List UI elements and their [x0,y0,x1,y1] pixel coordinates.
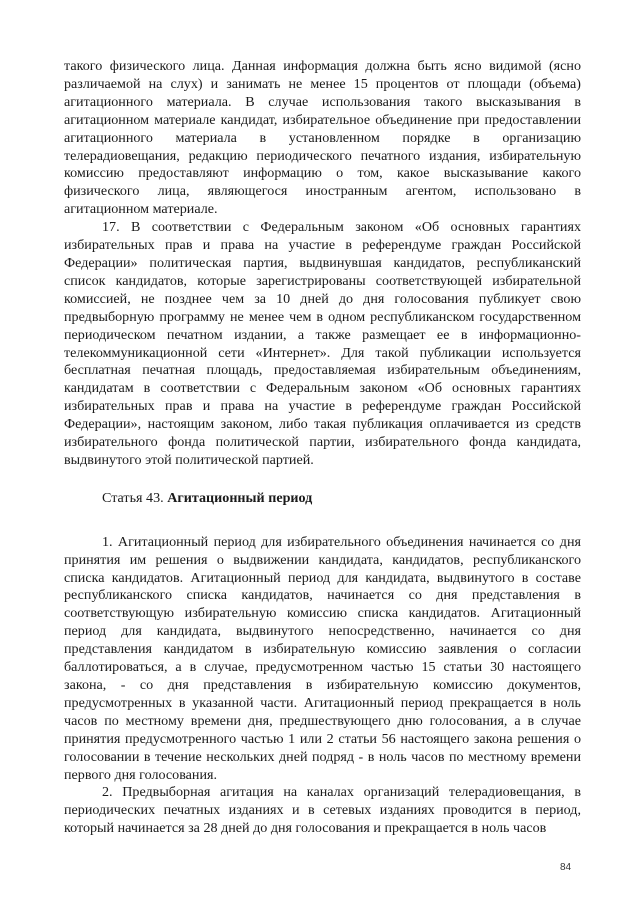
article-label: Статья 43. [102,489,164,506]
paragraph-17-program-publication: 17. В соответствии с Федеральным законом «Об основных гарантиях избирательных прав и права на участие в референдуме граждан Российской Федерации» политическая партия, выдвинувшая кандидатов, республиканский список кандидатов, которые зарегистрированы соответствующей избирательной комиссией, не позднее чем за 10 дней до дня голосования публикует свою предвыборную программу не менее чем в одном республиканском государственном периодическом печатном издании, а также размещает ее в информационно-телекоммуникационной сети «Интернет». Для такой публикации используется бесплатная печатная площадь, предоставляемая избирательным объединениям, кандидатам в соответствии с Федеральным законом «Об основных гарантиях избирательных прав и права на участие в референдуме граждан Российской Федерации», настоящим законом, либо такая публикация оплачивается из средств избирательного фонда политической партии, избирательного фонда кандидата, выдвинутого этой политической партией. [64,219,581,468]
article-title: Агитационный период [167,489,313,506]
paragraph-foreign-agent-info: такого физического лица. Данная информация должна быть ясно видимой (ясно различаемой на слух) и занимать не менее 15 процентов от площади (объема) агитационного материала. В случае использования такого высказывания в агитационном материале кандидат, избирательное объединение при предоставлении агитационного материала в установленном порядке в организацию телерадиовещания, редакцию периодического печатного издания, избирательную комиссию предоставляют информацию о том, какое высказывание какого физического лица, являющегося иностранным агентом, использовано в агитационном материале. [64,58,581,218]
article-heading [64,490,581,508]
document-page [64,58,581,838]
paragraph-2-media-campaign: 2. Предвыборная агитация на каналах организаций телерадиовещания, в периодических печатных изданиях и в сетевых изданиях проводится в период, который начинается за 28 дней до дня голосования и прекращается в ноль часов [64,784,581,837]
page-number: 84 [560,862,572,873]
paragraph-1-campaign-period: 1. Агитационный период для избирательного объединения начинается со дня принятия им решения о выдвижении кандидата, кандидатов, республиканского списка кандидатов. Агитационный период для кандидата, выдвинутого в составе республиканского списка кандидатов, начинается со дня представления в соответствующую избирательную комиссию списка кандидатов. Агитационный период для кандидата, выдвинутого непосредственно, начинается со дня представления кандидатом в избирательную комиссию заявления о согласии баллотироваться, а в случае, предусмотренном частью 15 статьи 30 настоящего закона, - со дня представления в избирательную комиссию документов, предусмотренных в указанной части. Агитационный период прекращается в ноль часов по местному времени дня, предшествующего дню голосования, а в случае принятия предусмотренного частью 1 или 2 статьи 56 настоящего закона решения о голосовании в течение нескольких дней подряд - в ноль часов по местному времени первого дня голосования. [64,533,581,783]
